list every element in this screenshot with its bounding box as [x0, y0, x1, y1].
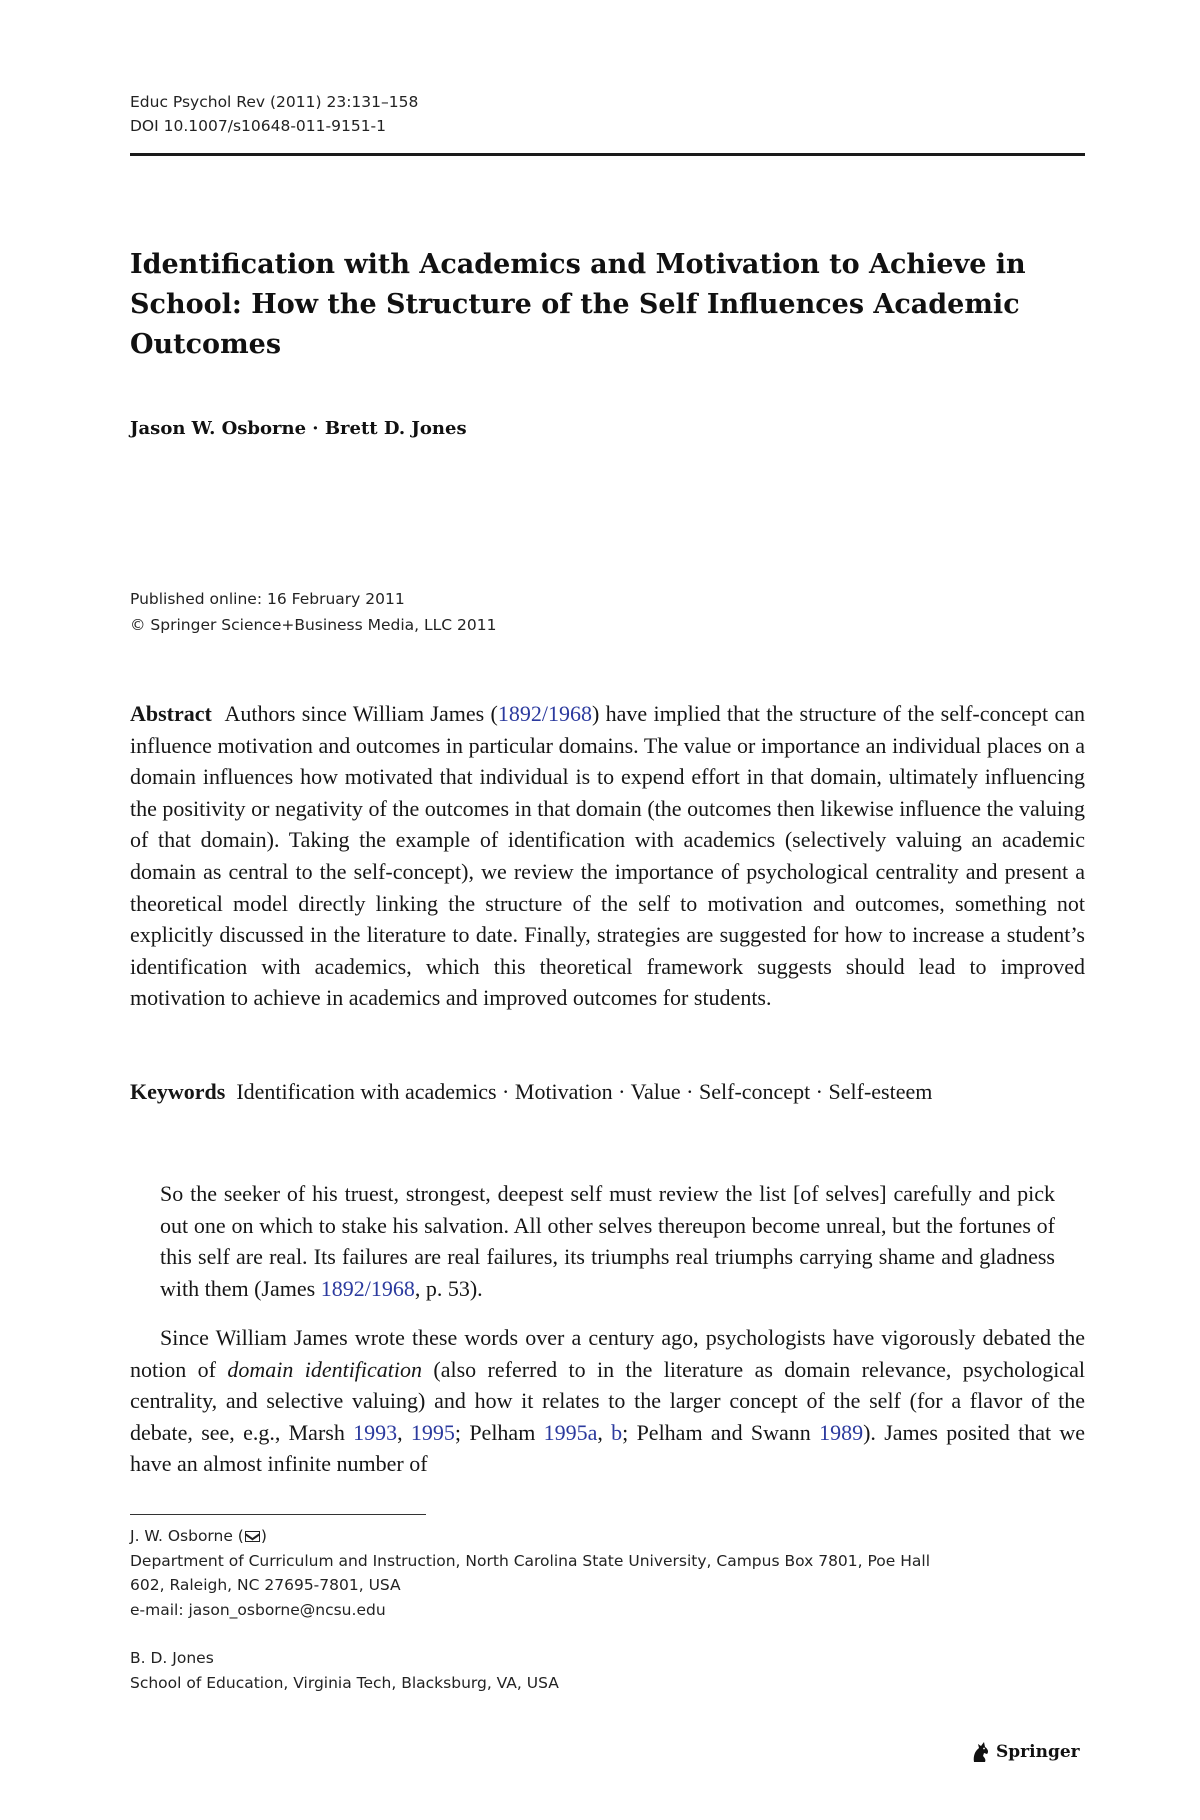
paragraph-text: Since William James wrote these words over a century ago, psychologists have vigorously debated the notion of [130, 1325, 1085, 1382]
publication-info [130, 586, 497, 638]
citation-link[interactable]: 1995a [543, 1419, 598, 1445]
article-title: Identification with Academics and Motivation to Achieve in School: How the Structure of the Self Influences Academic Outcomes [130, 249, 1026, 360]
abstract-text: Authors since William James ( [224, 701, 498, 726]
header-rule [130, 153, 1085, 156]
citation-link[interactable]: 1989 [819, 1419, 864, 1445]
doi-line: DOI 10.1007/s10648-011-9151-1 [130, 117, 387, 135]
horse-icon [970, 1740, 992, 1764]
italic-term: domain identification [227, 1356, 423, 1382]
author1-affiliation: Department of Curriculum and Instruction, North Carolina State University, Campus Box 7801, Poe Hall [130, 1551, 931, 1570]
author-list: Jason W. Osborne · Brett D. Jones [130, 418, 467, 439]
publisher-logo [970, 1740, 1080, 1764]
keywords-text: Identification with academics · Motivation · Value · Self-concept · Self-esteem [236, 1079, 933, 1104]
author1-affiliation: 602, Raleigh, NC 27695-7801, USA [130, 1576, 401, 1594]
author2-affiliation: School of Education, Virginia Tech, Blacksburg, VA, USA [130, 1673, 559, 1692]
paragraph-text: ; Pelham [454, 1419, 544, 1445]
running-head [130, 90, 418, 138]
abstract [130, 698, 1085, 1014]
paragraph-text: ). James posited that we have an almost infinite number of [130, 1419, 1086, 1477]
publisher-name: Springer [996, 1742, 1080, 1762]
footnote-rule [130, 1514, 426, 1515]
author2-name: B. D. Jones [130, 1649, 214, 1667]
citation-link[interactable]: 1892/1968 [320, 1275, 415, 1301]
paragraph-text: (also referred to in the literature as domain relevance, psychological centrality, and selective valuing) and how it relates to the larger concept of the self (for a flavor of the debate, see, e.g., Marsh [130, 1356, 1085, 1445]
author1-name-line [130, 1524, 1085, 1549]
paragraph-text: ; Pelham and Swann [622, 1419, 820, 1445]
author-footnotes [130, 1524, 1085, 1719]
keywords [130, 1076, 1085, 1108]
author2-footnote [130, 1646, 1085, 1695]
paren-close: ) [260, 1527, 267, 1545]
quote-suffix: , p. 53). [414, 1275, 483, 1301]
quote-text: So the seeker of his truest, strongest, deepest self must review the list [of selves] carefully and pick out one on which to stake his salvation. All other selves thereupon become unreal, but the fortunes of this self are real. Its failures are real failures, its triumphs real triumphs carrying shame and gladness with them (James [160, 1181, 1055, 1301]
citation-link[interactable]: b [611, 1419, 623, 1445]
copyright-line: © Springer Science+Business Media, LLC 2011 [130, 616, 497, 634]
published-online-date: Published online: 16 February 2011 [130, 590, 405, 608]
keywords-label: Keywords [130, 1079, 226, 1104]
journal-citation: Educ Psychol Rev (2011) 23:131–158 [130, 93, 419, 111]
citation-link[interactable]: 1993 [353, 1419, 398, 1445]
author1-footnote [130, 1524, 1085, 1622]
citation-link[interactable]: 1892/1968 [497, 701, 592, 726]
mail-icon[interactable] [245, 1531, 260, 1542]
separator: , [397, 1419, 411, 1445]
author1-name: J. W. Osborne ( [130, 1527, 244, 1545]
author1-email[interactable]: e-mail: jason_osborne@ncsu.edu [130, 1600, 386, 1619]
abstract-text: ) have implied that the structure of the self-concept can influence motivation and outcomes in particular domains. The value or importance an individual places on a domain influences how motivated that individual is to expend effort in that domain, ultimately influencing the positivity or negativity of the outcomes in that domain (the outcomes then likewise influence the valuing of that domain). Taking the example of identification with academics (selectively valuing an academic domain as central to the self-concept), we review the importance of psychological centrality and present a theoretical model directly linking the structure of the self to motivation and outcomes, something not explicitly discussed in the literature to date. Finally, strategies are suggested for how to increase a student’s identification with academics, which this theoretical framework suggests should lead to improved motivation to achieve in academics and improved outcomes for students. [130, 701, 1086, 1011]
citation-link[interactable]: 1995 [410, 1419, 455, 1445]
epigraph-quote [160, 1178, 1055, 1304]
separator: , [597, 1419, 612, 1445]
intro-paragraph [130, 1322, 1085, 1480]
abstract-label: Abstract [130, 701, 212, 726]
